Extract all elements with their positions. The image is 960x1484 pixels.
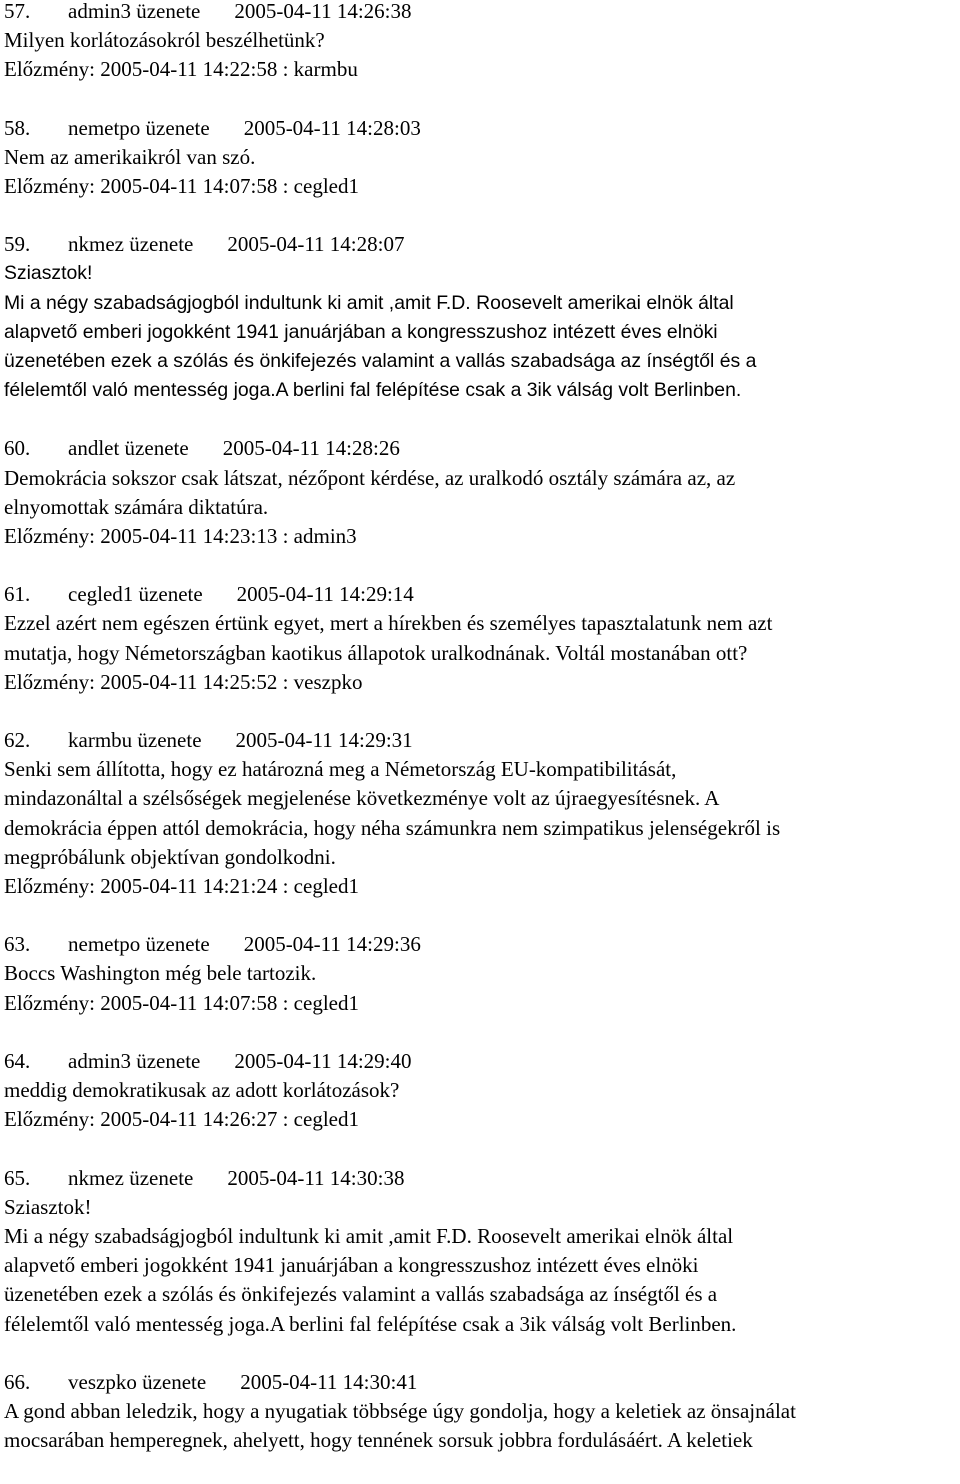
post-reference: Előzmény: 2005-04-11 14:21:24 : cegled1 xyxy=(4,874,359,899)
post-author: veszpko üzenete xyxy=(68,1369,207,1394)
post-number: 66. xyxy=(4,1369,31,1394)
post-body-line: Demokrácia sokszor csak látszat, nézőpont kérdése, az uralkodó osztály számára az, az xyxy=(4,465,736,490)
post-author: nemetpo üzenete xyxy=(68,115,210,140)
post-header xyxy=(4,580,956,609)
forum-post xyxy=(4,930,956,1018)
post-timestamp: 2005-04-11 14:29:40 xyxy=(234,1048,412,1073)
post-body-line: megpróbálunk objektívan gondolkodni. xyxy=(4,844,336,869)
post-timestamp: 2005-04-11 14:28:07 xyxy=(227,232,405,257)
post-number: 63. xyxy=(4,932,31,957)
forum-post xyxy=(4,230,956,405)
post-body-line: A gond abban leledzik, hogy a nyugatiak többsége úgy gondolja, hogy a keletiek az önsajnálat xyxy=(4,1398,796,1423)
post-author: karmbu üzenete xyxy=(68,728,202,753)
forum-post xyxy=(4,1164,956,1339)
post-timestamp: 2005-04-11 14:29:14 xyxy=(236,582,414,607)
post-body-line: Boccs Washington még bele tartozik. xyxy=(4,961,317,986)
post-timestamp: 2005-04-11 14:26:38 xyxy=(234,0,412,23)
post-body-line: mocsarában hemperegnek, ahelyett, hogy tennének sorsuk jobbra fordulásáért. A keletiek xyxy=(4,1428,753,1453)
forum-post xyxy=(4,434,956,551)
post-author: andlet üzenete xyxy=(68,436,189,461)
post-number: 58. xyxy=(4,115,31,140)
post-body-line: meddig demokratikusak az adott korlátozások? xyxy=(4,1078,400,1103)
post-reference: Előzmény: 2005-04-11 14:23:13 : admin3 xyxy=(4,524,357,549)
post-header xyxy=(4,726,956,755)
post-header xyxy=(4,114,956,143)
post-number: 62. xyxy=(4,728,31,753)
forum-post xyxy=(4,0,956,85)
post-author: admin3 üzenete xyxy=(68,1048,201,1073)
post-body-line: Senki sem állította, hogy ez határozná meg a Németország EU-kompatibilitását, xyxy=(4,757,677,782)
forum-post xyxy=(4,114,956,202)
post-timestamp: 2005-04-11 14:28:26 xyxy=(222,436,400,461)
post-header xyxy=(4,0,956,26)
post-reference: Előzmény: 2005-04-11 14:26:27 : cegled1 xyxy=(4,1107,359,1132)
post-author: nkmez üzenete xyxy=(68,232,194,257)
post-reference: Előzmény: 2005-04-11 14:25:52 : veszpko xyxy=(4,669,363,694)
post-header xyxy=(4,1368,956,1397)
post-timestamp: 2005-04-11 14:29:36 xyxy=(243,932,421,957)
post-number: 60. xyxy=(4,436,31,461)
post-number: 65. xyxy=(4,1165,31,1190)
post-author: nemetpo üzenete xyxy=(68,932,210,957)
post-timestamp: 2005-04-11 14:28:03 xyxy=(243,115,421,140)
post-body-line: félelemtől való mentesség joga.A berlini fal felépítése csak a 3ik válság volt Berlinben. xyxy=(4,379,742,402)
forum-post xyxy=(4,726,956,901)
post-reference: Előzmény: 2005-04-11 14:07:58 : cegled1 xyxy=(4,174,359,199)
post-number: 64. xyxy=(4,1048,31,1073)
post-timestamp: 2005-04-11 14:30:41 xyxy=(240,1369,418,1394)
post-reference: Előzmény: 2005-04-11 14:22:58 : karmbu xyxy=(4,57,358,82)
forum-post xyxy=(4,1368,956,1456)
post-body-line: alapvető emberi jogokként 1941 januárjában a kongresszushoz intézett éves elnöki xyxy=(4,320,718,343)
post-body-line: mindazonáltal a szélsőségek megjelenése következménye volt az újraegyesítésnek. A xyxy=(4,786,720,811)
post-author: admin3 üzenete xyxy=(68,0,201,23)
post-number: 57. xyxy=(4,0,31,23)
forum-post xyxy=(4,1047,956,1135)
post-header xyxy=(4,1164,956,1193)
post-body-line: Sziasztok! xyxy=(4,262,93,285)
post-body-line: alapvető emberi jogokként 1941 januárjában a kongresszushoz intézett éves elnöki xyxy=(4,1253,699,1278)
post-body-line: üzenetében ezek a szólás és önkifejezés valamint a vallás szabadsága az ínségtől és a xyxy=(4,1282,718,1307)
post-header xyxy=(4,434,956,463)
post-header xyxy=(4,1047,956,1076)
post-number: 61. xyxy=(4,582,31,607)
post-body-line: félelemtől való mentesség joga.A berlini fal felépítése csak a 3ik válság volt Berlinben. xyxy=(4,1311,737,1336)
post-body-line: demokrácia éppen attól demokrácia, hogy néha számunkra nem szimpatikus jelenségekről is xyxy=(4,815,781,840)
post-body-line: üzenetében ezek a szólás és önkifejezés valamint a vallás szabadsága az ínségtől és a xyxy=(4,350,757,373)
post-body-line: elnyomottak számára diktatúra. xyxy=(4,494,269,519)
post-body-line: Ezzel azért nem egészen értünk egyet, mert a hírekben és személyes tapasztalatunk nem azt xyxy=(4,611,773,636)
forum-post xyxy=(4,580,956,697)
post-header xyxy=(4,230,956,259)
post-body-line: Nem az amerikaikról van szó. xyxy=(4,144,256,169)
post-author: cegled1 üzenete xyxy=(68,582,203,607)
post-body-line: Mi a négy szabadságjogból indultunk ki amit ,amit F.D. Roosevelt amerikai elnök által xyxy=(4,1223,734,1248)
post-body-line: Sziasztok! xyxy=(4,1194,92,1219)
post-number: 59. xyxy=(4,232,31,257)
post-body-line: Mi a négy szabadságjogból indultunk ki amit ,amit F.D. Roosevelt amerikai elnök által xyxy=(4,291,734,314)
post-timestamp: 2005-04-11 14:30:38 xyxy=(227,1165,405,1190)
post-header xyxy=(4,930,956,959)
forum-thread xyxy=(4,0,956,1484)
post-body-line: Milyen korlátozásokról beszélhetünk? xyxy=(4,28,325,53)
post-timestamp: 2005-04-11 14:29:31 xyxy=(235,728,413,753)
post-reference: Előzmény: 2005-04-11 14:07:58 : cegled1 xyxy=(4,990,359,1015)
post-body-line: mutatja, hogy Németországban kaotikus állapotok uralkodnának. Voltál mostanában ott? xyxy=(4,640,748,665)
post-author: nkmez üzenete xyxy=(68,1165,194,1190)
